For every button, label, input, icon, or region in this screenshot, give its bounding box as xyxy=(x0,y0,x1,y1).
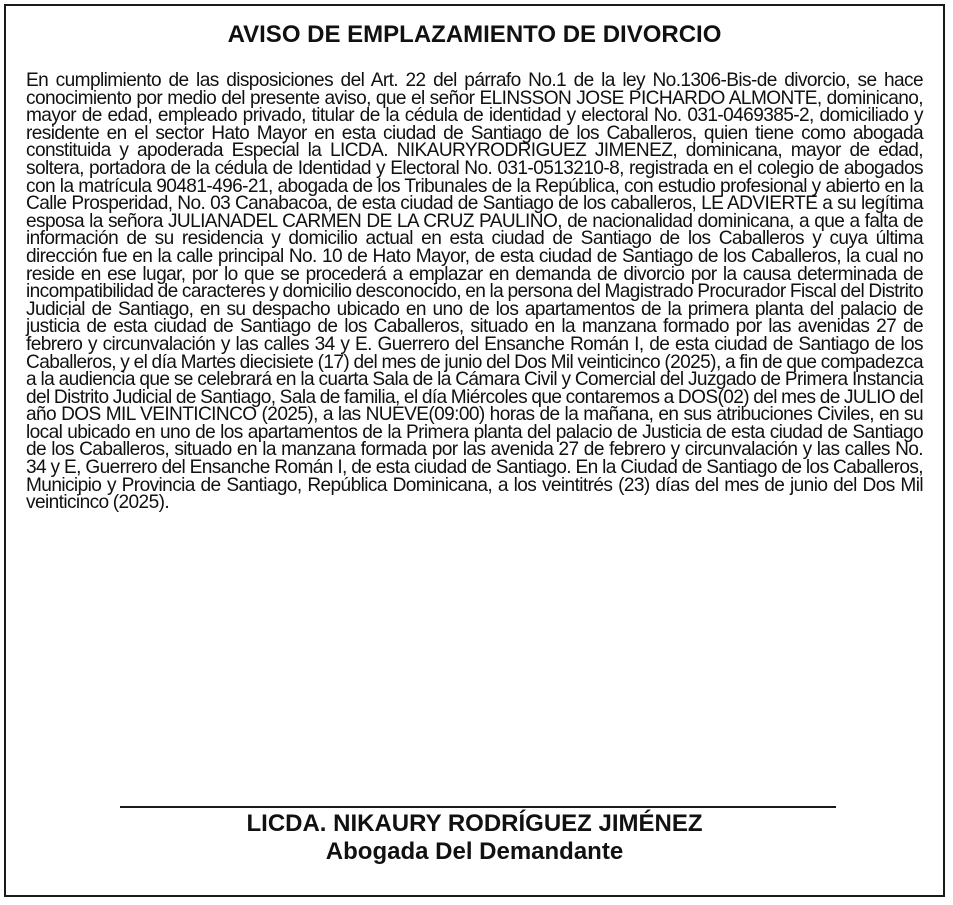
notice-body: En cumplimiento de las disposiciones del Art. 22 del párrafo No.1 de la ley No.1306-Bis-de divorcio, se hace conocimiento por medio del presente aviso, que el señor ELINSSON JOSE PICHARDO ALMONTE, dominicano, mayor de edad, empleado privado, titular de la cédula de identidad y electoral No. 031-0469385-2, domiciliado y residente en el sector Hato Mayor en esta ciudad de Santiago de los Caballeros, quien tiene como abogada constituida y apoderada Especial la LICDA. NIKAURYRODRIGUEZ JIMENEZ, dominicana, mayor de edad, soltera, portadora de la cédula de Identidad y Electoral No. 031-0513210-8, registrada en el colegio de abogados con la matrícula 90481-496-21, abogada de los Tribunales de la República, con estudio profesional y abierto en la Calle Prosperidad, No. 03 Canabacoa, de esta ciudad de Santiago de los caballeros, LE ADVIERTE a su legítima esposa la señora JULIANADEL CARMEN DE LA CRUZ PAULINO, de nacionalidad dominicana, a que a falta de información de su residencia y domicilio actual en esta ciudad de Santiago de los Caballeros y cuya última dirección fue en la calle principal No. 10 de Hato Mayor, de esta ciudad de Santiago de los Caballeros, la cual no reside en ese lugar, por lo que se procederá a emplazar en demanda de divorcio por la causa determinada de incompatibilidad de caracteres y domicilio desconocido, en la persona del Magistrado Procurador Fiscal del Distrito Judicial de Santiago, en su despacho ubicado en uno de los apartamentos de la primera planta del palacio de justicia de esta ciudad de Santiago de los Caballeros, situado en la manzana formado por las avenidas 27 de febrero y circunvalación y las calles 34 y E. Guerrero del Ensanche Román I, de esta ciudad de Santiago de los Caballeros, y el día Martes diecisiete (17) del mes de junio del Dos Mil veinticinco (2025), a fin de que compadezca a la audiencia que se celebrará en la cuarta Sala de la Cámara Civil y Comercial del Juzgado de Primera Instancia del Distrito Judicial de Santiago, Sala de familia, el día Miércoles que contaremos a DOS(02) del mes de JULIO del año DOS MIL VEINTICINCO (2025), a las NUEVE(09:00) horas de la mañana, en sus atribuciones Civiles, en su local ubicado en uno de los apartamentos de la Primera planta del palacio de Justicia de esta ciudad de Santiago de los Caballeros, situado en la manzana formada por las avenida 27 de febrero y circunvalación y las calles No. 34 y E, Guerrero del Ensanche Román I, de esta ciudad de Santiago. En la Ciudad de Santiago de los Caballeros, Municipio y Provincia de Santiago, República Dominicana, a los veintitrés (23) días del mes de junio del Dos Mil veinticinco (2025). xyxy=(26,70,923,514)
legal-notice xyxy=(4,4,945,897)
signer-role: Abogada Del Demandante xyxy=(325,838,624,865)
notice-title: AVISO DE EMPLAZAMIENTO DE DIVORCIO xyxy=(227,21,722,48)
signer-name: LICDA. NIKAURY RODRÍGUEZ JIMÉNEZ xyxy=(246,810,703,837)
signature-line xyxy=(120,806,836,808)
